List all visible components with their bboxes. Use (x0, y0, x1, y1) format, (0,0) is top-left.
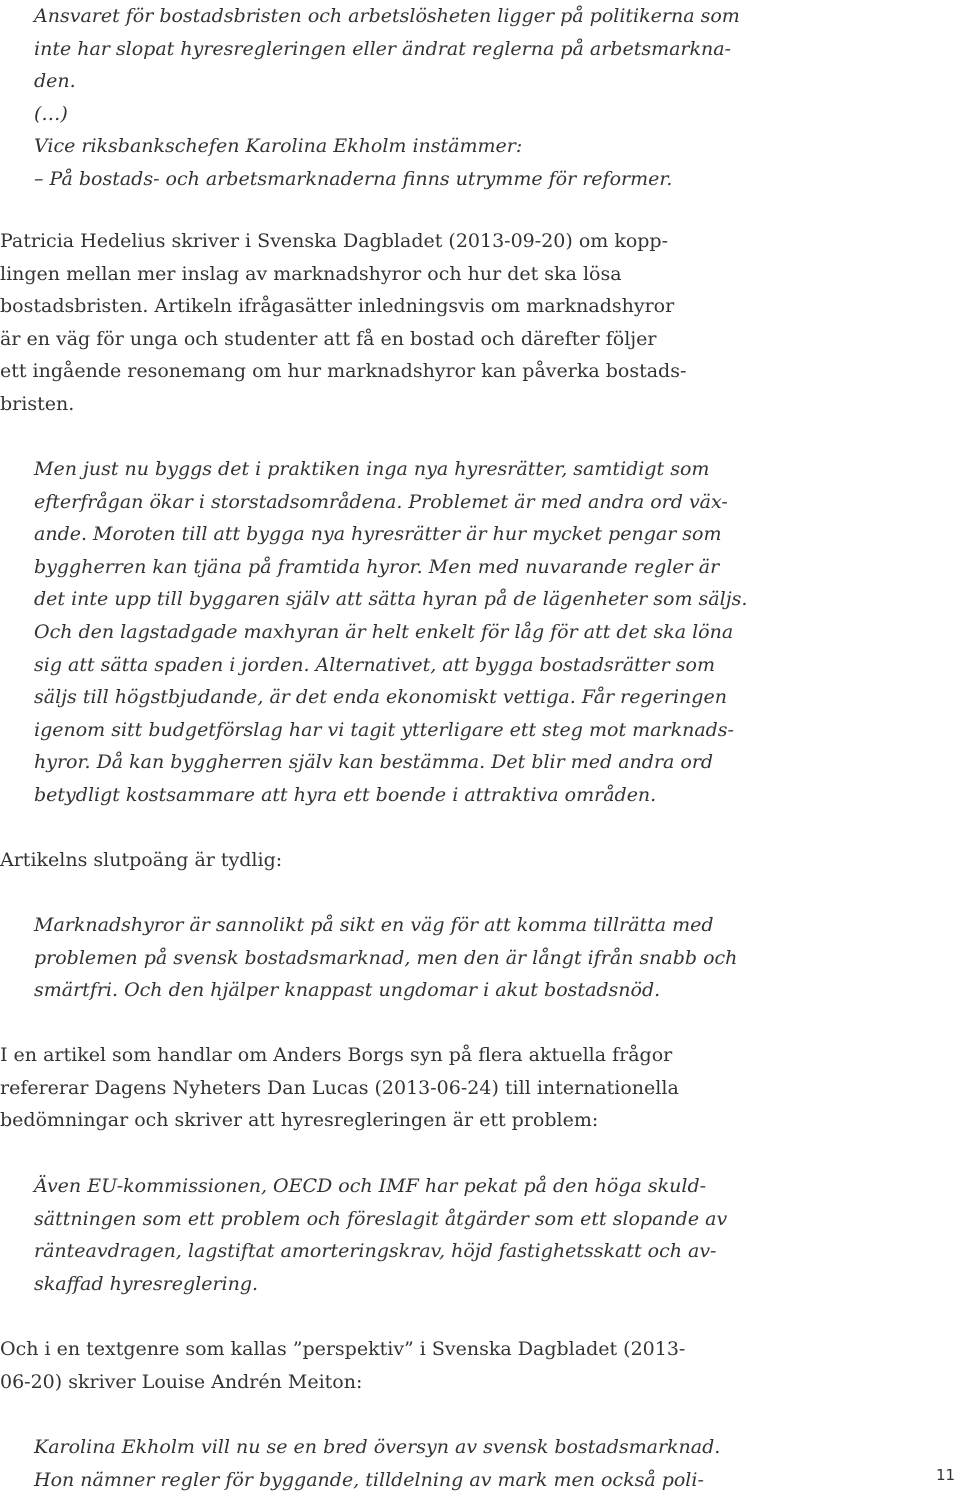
text-line: smärtfri. Och den hjälper knappast ungdomar i akut bostadsnöd. (34, 979, 661, 1002)
text-line: bedömningar och skriver att hyresregleringen är ett problem: (0, 1109, 599, 1132)
text-line: igenom sitt budgetförslag har vi tagit ytterligare ett steg mot marknads- (34, 718, 734, 741)
text-line: refererar Dagens Nyheters Dan Lucas (2013-06-24) till internationella (0, 1076, 679, 1099)
block-quote-2 (34, 453, 748, 812)
text-line: – På bostads- och arbetsmarknaderna finns utrymme för reformer. (34, 167, 673, 190)
text-line: (…) (34, 102, 68, 125)
text-line: Även EU-kommissionen, OECD och IMF har pekat på den höga skuld- (34, 1175, 707, 1197)
paragraph-4 (0, 1333, 686, 1398)
text-line: sig att sätta spaden i jorden. Alternativet, att bygga bostadsrätter som (34, 653, 715, 676)
text-line: sättningen som ett problem och föreslagit åtgärder som ett slopande av (34, 1207, 728, 1230)
paragraph-2 (0, 844, 675, 877)
text-line: är en väg för unga och studenter att få en bostad och därefter följer (0, 327, 657, 350)
text-line: problemen på svensk bostadsmarknad, men den är långt ifrån snabb och (34, 946, 738, 969)
text-line: ränteavdragen, lagstiftat amorteringskrav, höjd fastighetsskatt och av- (34, 1240, 717, 1263)
text-line: Hon nämner regler för byggande, tilldelning av mark men också poli- (34, 1468, 704, 1491)
text-line: efterfrågan ökar i storstadsområdena. Problemet är med andra ord väx- (34, 490, 728, 513)
page-number: 11 (936, 1466, 956, 1484)
text-line: det inte upp till byggaren själv att sätta hyran på de lägenheter som säljs. (34, 588, 748, 611)
text-line: Marknadshyror är sannolikt på sikt en väg för att komma tillrätta med (34, 914, 714, 936)
text-line: Vice riksbankschefen Karolina Ekholm instämmer: (34, 135, 523, 158)
block-quote-3 (34, 909, 738, 1007)
text-line: ande. Moroten till att bygga nya hyresrätter är hur mycket pengar som (34, 523, 722, 546)
text-line: betydligt kostsammare att hyra ett boende i attraktiva områden. (34, 783, 657, 806)
text-line: I en artikel som handlar om Anders Borgs syn på flera aktuella frågor (0, 1044, 673, 1066)
text-line: Karolina Ekholm vill nu se en bred översyn av svensk bostadsmarknad. (34, 1436, 721, 1458)
text-line: den. (34, 70, 76, 93)
text-line: Ansvaret för bostadsbristen och arbetslösheten ligger på politikerna som (34, 5, 740, 27)
block-quote-5 (34, 1431, 721, 1496)
text-line: 06-20) skriver Louise Andrén Meiton: (0, 1370, 363, 1393)
text-line: Artikelns slutpoäng är tydlig: (0, 849, 283, 871)
text-line: ett ingående resonemang om hur marknadshyror kan påverka bostads- (0, 360, 687, 383)
text-line: säljs till högstbjudande, är det enda ekonomiskt vettiga. Får regeringen (34, 686, 727, 709)
text-line: hyror. Då kan byggherren själv kan bestämma. Det blir med andra ord (34, 751, 714, 774)
text-line: Patricia Hedelius skriver i Svenska Dagbladet (2013-09-20) om kopp- (0, 230, 669, 252)
paragraph-3 (0, 1039, 679, 1137)
text-line: byggherren kan tjäna på framtida hyror. Men med nuvarande regler är (34, 555, 720, 578)
text-line: Och i en textgenre som kallas ”perspektiv” i Svenska Dagbladet (2013- (0, 1338, 686, 1360)
block-quote-4 (34, 1170, 728, 1300)
block-quote-1 (34, 0, 740, 196)
text-line: skaffad hyresreglering. (34, 1272, 259, 1295)
text-line: inte har slopat hyresregleringen eller ändrat reglerna på arbetsmarkna- (34, 37, 732, 60)
text-line: bristen. (0, 392, 75, 415)
paragraph-1 (0, 225, 687, 421)
text-line: Men just nu byggs det i praktiken inga nya hyresrätter, samtidigt som (34, 458, 710, 480)
text-line: lingen mellan mer inslag av marknadshyror och hur det ska lösa (0, 262, 622, 285)
text-line: Och den lagstadgade maxhyran är helt enkelt för låg för att det ska löna (34, 620, 734, 643)
text-line: bostadsbristen. Artikeln ifrågasätter inledningsvis om marknadshyror (0, 295, 675, 318)
